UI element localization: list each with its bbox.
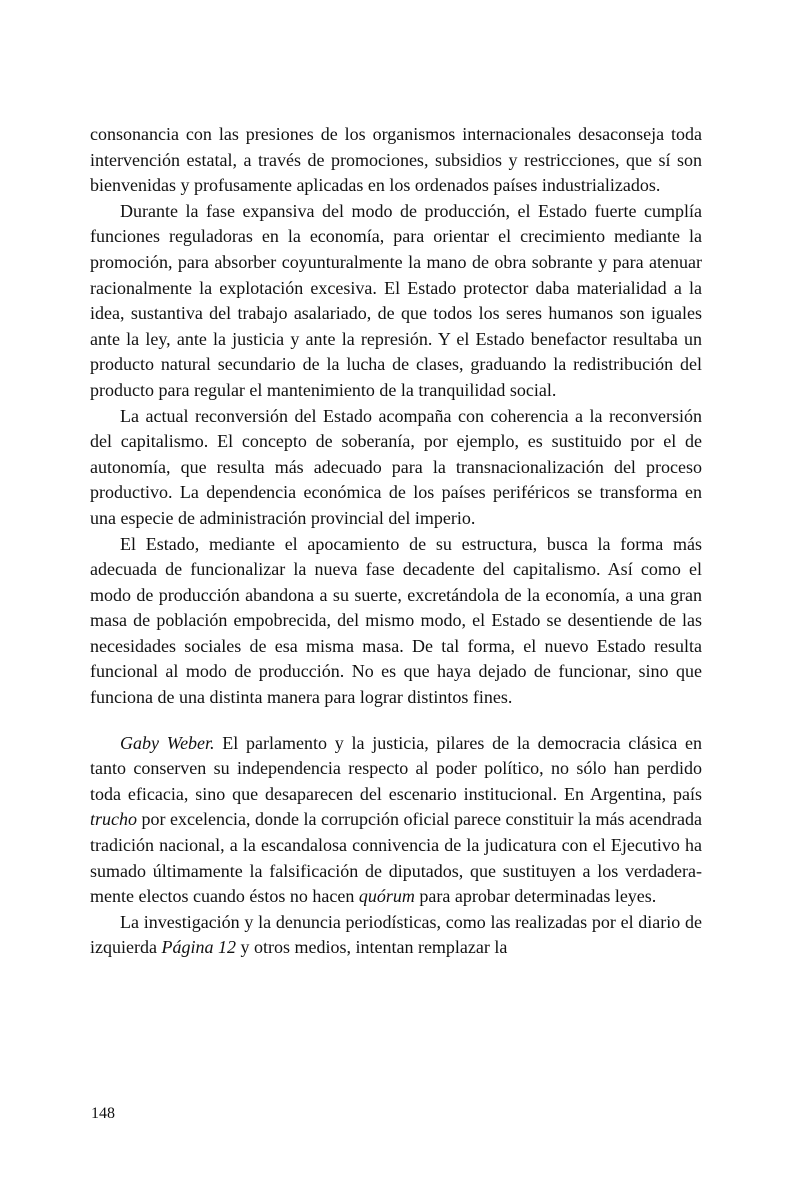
- paragraph-6-text-1: La investigación y la denuncia periodísticas, como las realizadas por el diario de izquierda: [90, 911, 702, 958]
- paragraph-5-text-1: El parlamento y la justicia, pilares de la democracia clásica en tanto conserven su independencia respecto al poder político, no sólo han perdido toda eficacia, sino que desaparecen del escenario institucional. En Argentina, país: [90, 732, 702, 804]
- paragraph-4: El Estado, mediante el apocamiento de su estructura, busca la forma más adecuada de funcionalizar la nueva fase decadente del capitalismo. Así como el modo de producción abandona a su suerte, excretándola de la economía, a una gran masa de población empobrecida, del mismo modo, el Estado se desentiende de las necesidades sociales de esa misma masa. De tal forma, el nuevo Estado resulta funcional al modo de producción. No es que haya dejado de funcionar, sino que funciona de una distinta manera para lograr distintos fines.: [90, 533, 702, 708]
- paragraph-5: [90, 731, 702, 910]
- paragraph-3: La actual reconversión del Estado acompaña con coherencia a la reconversión del capitalismo. El concepto de soberanía, por ejemplo, es sustituido por el de autonomía, que resulta más adecuado para la transnacionalización del proceso productivo. La dependencia económica de los países periféricos se transforma en una especie de administración provincial del imperio.: [90, 405, 702, 528]
- paragraph-1: consonancia con las presiones de los organismos internacionales desaconseja toda intervención estatal, a través de promociones, subsidios y restricciones, que sí son bienvenidas y profusamente aplicadas en los ordenados países industrializados.: [90, 124, 702, 196]
- paragraph-6-text-2: y otros medios, intentan remplazar la: [235, 937, 508, 958]
- page-number: 148: [91, 1105, 115, 1122]
- paragraph-2: Durante la fase expansiva del modo de producción, el Estado fuerte cumplía funciones reguladoras en la economía, para orientar el crecimiento mediante la promoción, para absorber coyunturalmente la mano de obra sobrante y para atenuar racionalmente la explotación excesiva. El Estado protector daba materialidad a la idea, sustantiva del trabajo asalariado, de que todos los seres humanos son iguales ante la ley, ante la justicia y ante la represión. Y el Estado benefactor resultaba un producto natural secundario de la lucha de clases, graduando la redistribución del producto para regular el mantenimiento de la tranquilidad social.: [90, 200, 702, 400]
- newspaper-title: Página 12: [161, 937, 236, 958]
- page-body: [90, 122, 702, 961]
- italic-term-quorum: quórum: [358, 886, 415, 907]
- speaker-name: Gaby Weber.: [120, 732, 215, 753]
- paragraph-5-text-3: para aprobar determinadas leyes.: [414, 886, 657, 907]
- paragraph-5-text-2: por excelencia, donde la corrupción oficial parece constituir la más acendrada tradición nacional, a la escandalosa connivencia de la judicatura con el Ejecutivo ha sumado últimamente la falsificación de diputados, que sustituyen a los verdaderamente electos cuando éstos no hacen: [90, 809, 702, 907]
- italic-term-trucho: trucho: [90, 809, 137, 830]
- paragraph-6: [90, 910, 702, 961]
